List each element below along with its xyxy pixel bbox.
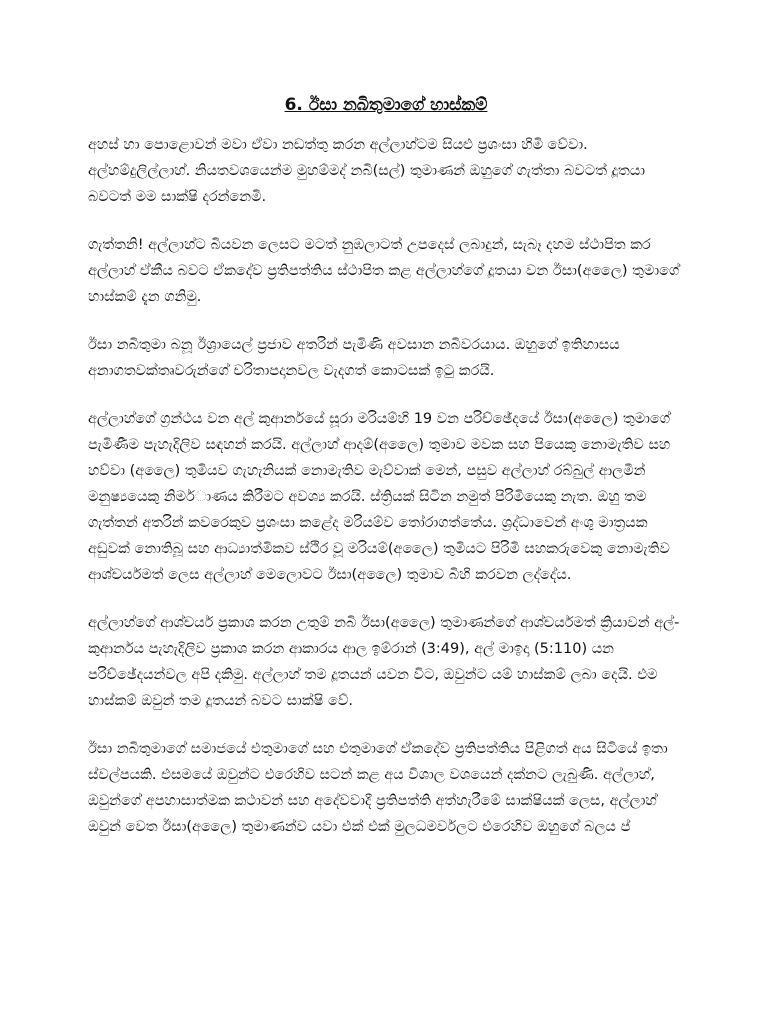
- paragraph-1: අහස් හා පොළොවන් මවා ඒවා නඩත්තු කරන අල්ලාහ්ටම සියළු ප්‍රශංසා හිමි වේවා. අල්හම්දුලිල්ලාහ්. නියතවශයෙන්ම මුහම්මද් නබි(සල්) තුමාණන් ඔහුගේ ගැත්තා බවටත් දූතයා බවටත් මම සාක්ෂි දරන්නෙමි.: [88, 137, 646, 205]
- document-page: [88, 92, 684, 840]
- paragraph-3: ඊසා නබිතුමා බනූ ඊශ්‍රායෙල් ප්‍රජාව අතරින් පැමිණි අවසාන නබිවරයාය. ඔහුගේ ඉතිහාසය අනාගතවක්තෘවරුන්ගේ චරිතාපදානවල වැදගත් කොටසක් ඉටු කරයි.: [88, 337, 620, 379]
- paragraph-6: ඊසා නබිතුමාගේ සමාජයේ එතුමාගේ සහ එතුමාගේ ඒකදේව ප්‍රතිපත්තිය පිළිගත් අය සිටියේ ඉතා ස්වල්පයකි. එසමයේ ඔවුන්ට එරෙහිව සටන් කළ අය විශාල වශයෙන් දක්නට ලැබුණි. අල්ලාහ්, ඔවුන්ගේ අපහාසාත්මක කථාවන් සහ අදේවවාදී ප්‍රතිපත්ති අත්හැරීමේ සාක්ෂියක් ලෙස, අල්ලාහ් ඔවුන් වෙත ඊසා(අලෛ) තුමාණන්ව යවා එක් එක් මුලධමර්වලට එරෙහිව ඔහුගේ බලය ප්: [88, 741, 668, 835]
- paragraph-4: අල්ලාහ්ගේ ග්‍රන්ථය වන අල් කුආර්නයේ සූරා මරියම්හි 19 වන පරිච්ඡේදයේ ඊසා(අලෛ) තුමාගේ පැමිණීම පැහැදිලිව සඳහන් කරයි. අල්ලාහ් ආදම්(අලෛ) තුමාව මවක සහ පියෙකු නොමැතිව සහ හව්වා (අලෛ) තුමියව ගැහැනියක් නොමැතිව මැව්වාක් මෙන්, පසුව අල්ලාහ් රබ්බුල් ආලමීන් මනුෂ්‍යයෙකු නිමර්ාණය කිරීමට අවශ්‍ය කරයි. ස්ත්‍රියක් සිටින නමුත් පිරිමියෙකු නැත. ඔහු තම ගැත්තන් අතරින් කවරෙකුව ප්‍රශංසා කළේද මරියම්ව තෝරාගත්තේය. ශ්‍රද්ධාවෙන් අංශු මාත්‍රයක අඩුවක් නොතිබූ සහ ආධ්‍යාත්මිකව ස්ථිර වූ මරියම්(අලෛ) තුමියට පිරිමි සහකරුවෙකු නොමැතිව ආශ්චර්යමත් ලෙස අල්ලාහ් මෙලොවට ඊසා(අලෛ) තුමාව බිහි කරවන ලද්දේය.: [88, 411, 671, 583]
- paragraph-5: අල්ලාහ්ගේ ආශ්චර්ය ප්‍රකාශ කරන උතුම් නබි ඊසා(අලෛ) තුමාණන්ගේ ආශ්චර්යමත් ක්‍රියාවන් අල්-කුආර්නය පැහැදිලිව ප්‍රකාශ කරන ආකාරය ආල ඉම්රාන් (3:49), අල් මාඉදා (5:110) යන පරිච්ඡේදයන්වල අපි දකිමු. අල්ලාහ් තම දූතයන් යවන විට, ඔවුන්ට යම් හාස්කම් ලබා දෙයි. එම හාස්කම් ඔවුන් තම දූතයන් බවට සාක්ෂි වේ.: [88, 615, 680, 709]
- document-title: 6. ඊසා නබිතුමාගේ හාස්කම්: [284, 95, 488, 115]
- paragraph-2: ගැත්තනි! අල්ලාහ්ට බියවන ලෙසට මටත් නුඹලාටත් උපදෙස් ලබාදුන්, සැබෑ දහම ස්ථාපිත කර අල්ලාහ් ඒකීය බවට ඒකදේව ප්‍රතිපත්තිය ස්ථාපිත කළ අල්ලාහ්ගේ දූතයා වන ඊසා(අලෛ) තුමාගේ හාස්කම් දැන ගනිමු.: [88, 237, 680, 305]
